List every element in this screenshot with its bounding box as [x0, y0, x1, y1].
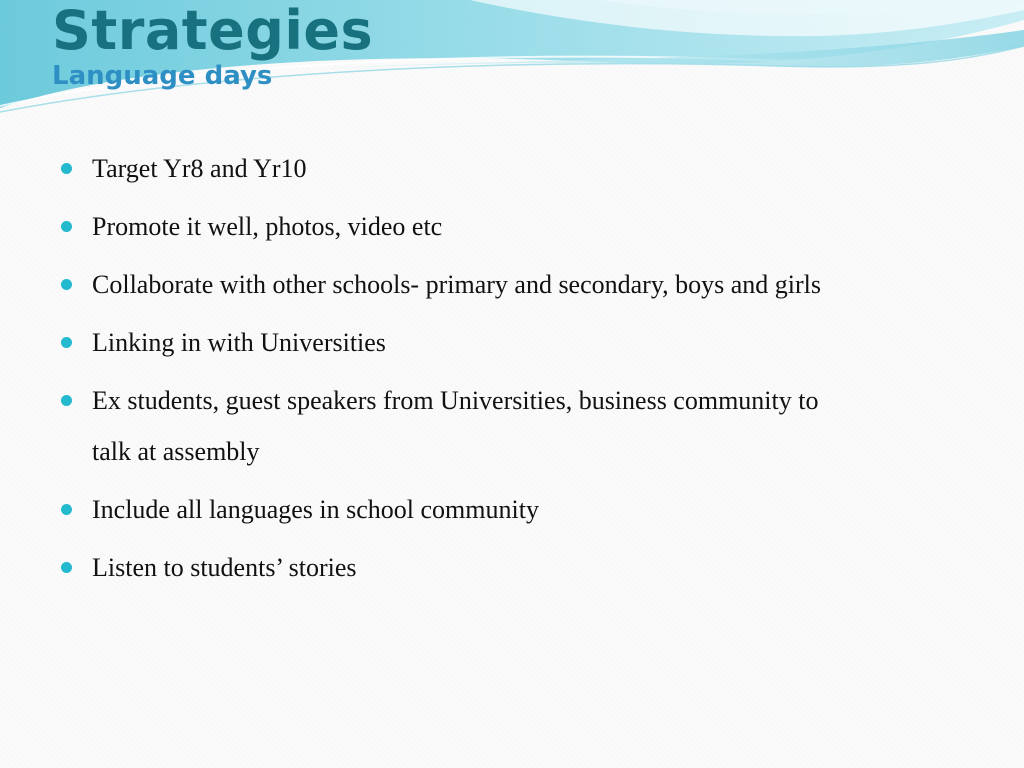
bullet-item	[60, 484, 860, 535]
bullet-text: Collaborate with other schools- primary and secondary, boys and girls	[92, 270, 822, 299]
bullet-marker-icon	[61, 221, 72, 232]
bullet-item	[60, 201, 860, 252]
bullet-marker-icon	[61, 163, 72, 174]
bullet-marker-icon	[61, 337, 72, 348]
bullet-text: Ex students, guest speakers from Universities, business community to talk at assembly	[92, 386, 819, 466]
bullet-item	[60, 542, 860, 593]
bullet-item	[60, 259, 860, 310]
bullet-text: Include all languages in school community	[92, 495, 539, 524]
title-block	[52, 0, 373, 92]
bullet-marker-icon	[61, 504, 72, 515]
bullet-text: Promote it well, photos, video etc	[92, 212, 443, 241]
bullet-text: Target Yr8 and Yr10	[92, 154, 307, 183]
bullet-item	[60, 317, 860, 368]
bullet-text: Listen to students’ stories	[92, 553, 357, 582]
bullet-marker-icon	[61, 395, 72, 406]
bullet-marker-icon	[61, 279, 72, 290]
bullet-item	[60, 375, 860, 477]
bullet-text: Linking in with Universities	[92, 328, 386, 357]
bullet-marker-icon	[61, 562, 72, 573]
slide-subtitle: Language days	[52, 61, 273, 91]
bullet-item	[60, 143, 860, 194]
slide-title: Strategies	[52, 0, 374, 62]
bullet-list	[60, 143, 860, 600]
